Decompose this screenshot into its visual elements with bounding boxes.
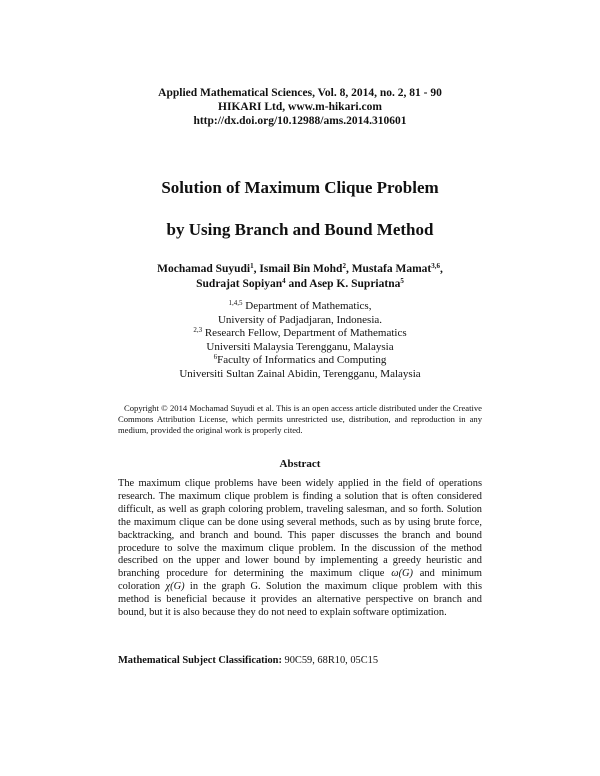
msc-value: 90C59, 68R10, 05C15 — [281, 655, 379, 666]
author-name: Ismail Bin Mohd — [259, 263, 343, 275]
msc-label: Mathematical Subject Classification: — [118, 655, 282, 666]
author-sup: 3,6 — [431, 262, 440, 270]
doi-line[interactable]: http://dx.doi.org/10.12988/ams.2014.310601 — [193, 115, 407, 127]
paper-title-line-1: Solution of Maximum Clique Problem — [161, 178, 439, 197]
journal-header — [0, 86, 600, 128]
author-separator: , — [345, 263, 352, 275]
affiliation-line: Universiti Sultan Zainal Abidin, Terengganu, Malaysia — [179, 367, 421, 380]
abstract-heading: Abstract — [279, 458, 321, 470]
author-separator: , — [253, 263, 260, 275]
affiliation-line: University of Padjadjaran, Indonesia. — [217, 313, 383, 326]
paper-title-line-2: by Using Branch and Bound Method — [166, 220, 434, 239]
subject-classification — [118, 654, 482, 667]
author-name: Asep K. Supriatna — [309, 278, 401, 290]
author-sup: 5 — [400, 277, 404, 285]
affiliations — [0, 300, 600, 381]
omega-symbol: ω(G) — [391, 568, 413, 580]
author-line-1 — [0, 262, 600, 277]
abstract-body: The maximum clique problems have been widely applied in the field of operations research. The maximum clique problem is finding a solution that is often considered difficult, as well as graph coloring problem, traveling salesman, and so forth. Solution the maximum clique can be done using several methods, such as by using brute force, backtracking, and branch and bound. This paper discusses the branch and bound procedure to solve the maximum clique problem. In the discussion of the method described on the upper and lower bound by implementing a greedy heuristic and branching procedure for determining the maximum clique ω(G) and minimum coloration χ(G) in the graph G. Solution the maximum clique problem with this method is beneficial because it provides an alternative perspective on branch and bound, but it is also because they do not need to explain software optimization. — [118, 478, 483, 619]
affiliation-line: $^6$Faculty of Informatics and Computing — [213, 353, 387, 366]
author-name: Mochamad Suyudi — [157, 263, 251, 275]
author-sup: 1 — [250, 262, 254, 270]
author-line-2 — [0, 277, 600, 292]
affiliation-sup: 1,4,5 — [228, 299, 243, 307]
affiliation-sup: 2,3 — [193, 326, 203, 334]
author-separator: and — [285, 278, 310, 290]
author-name: Sudrajat Sopiyan — [196, 278, 283, 290]
affiliation-line: Universiti Malaysia Terengganu, Malaysia — [206, 340, 394, 353]
affiliation-sup: 6 — [213, 353, 218, 361]
affiliation-line: $^{2,3}$ Research Fellow, Department of Mathematics — [193, 326, 407, 339]
chi-symbol: χ(G) — [165, 581, 185, 593]
journal-line: Applied Mathematical Sciences, Vol. 8, 2014, no. 2, 81 - 90 — [158, 87, 442, 99]
author-name: Mustafa Mamat — [351, 263, 432, 275]
author-sup: 2 — [342, 262, 346, 270]
author-separator: , — [439, 263, 443, 275]
affiliation-line: $^{1,4,5}$ Department of Mathematics, — [228, 299, 372, 312]
author-sup: 4 — [282, 277, 286, 285]
copyright-notice: Copyright © 2014 Mochamad Suyudi et al. This is an open access article distributed under the Creative Commons Attribution License, which permits unrestricted use, distribution, and reproduction in any medium, provided the original work is properly cited. — [118, 403, 482, 435]
author-list — [0, 262, 600, 292]
publisher-line: HIKARI Ltd, www.m-hikari.com — [218, 101, 382, 113]
